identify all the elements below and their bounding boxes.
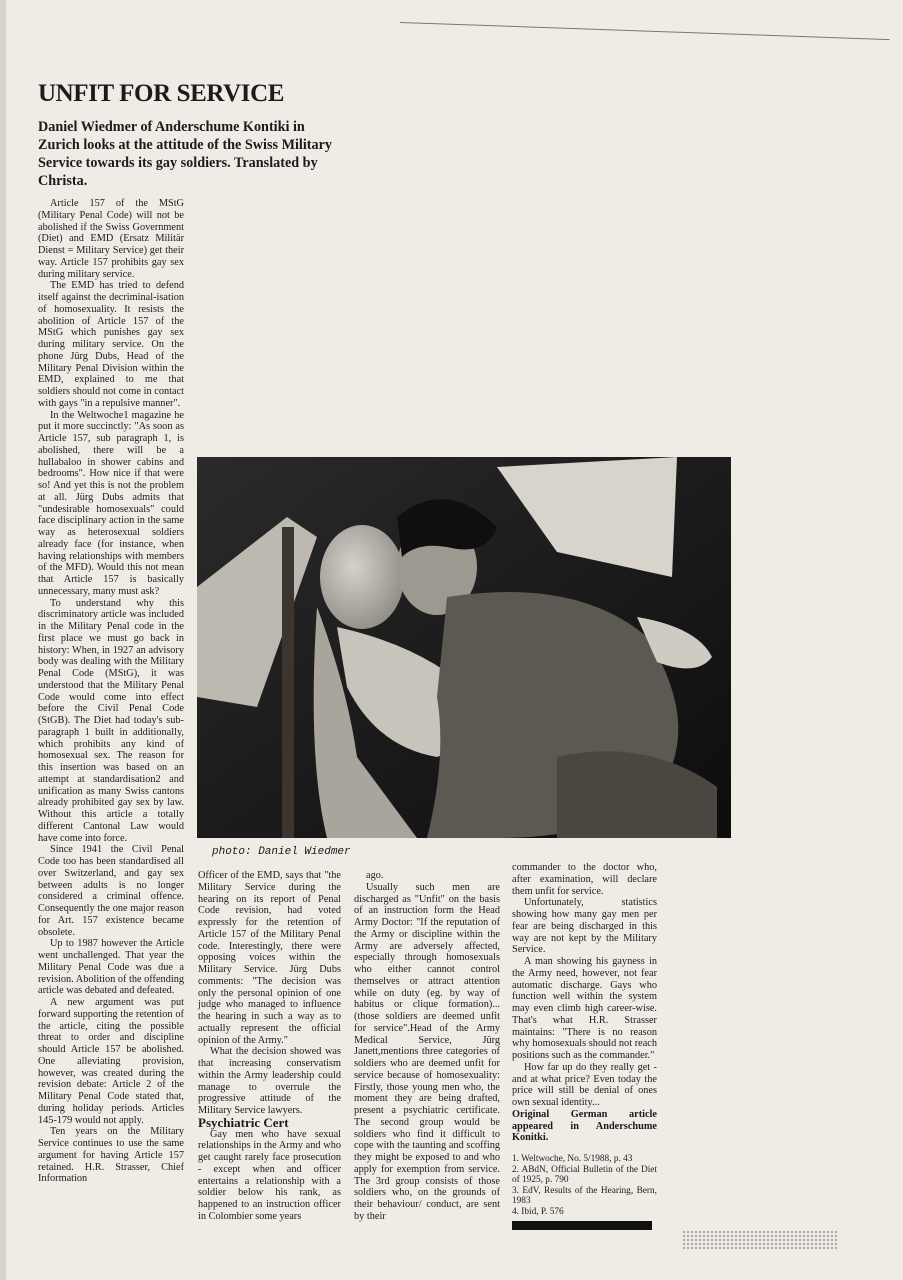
source-credit: Original German article appeared in Anderschume Konitki. bbox=[512, 1108, 657, 1144]
paragraph: The EMD has tried to defend itself against the decriminal-isation of homosexuality. It resists the abolition of Article 157 of the MStG which punishes gay sex during military service. On the phone Jürg Dubs, Head of the Military Penal Division within the EMD, explained to me that soldiers should not come in contact with gays "in a repulsive manner". bbox=[38, 280, 184, 409]
article-title: UNFIT FOR SERVICE bbox=[38, 80, 285, 107]
page-edge bbox=[0, 0, 6, 1280]
crease-line bbox=[400, 22, 890, 40]
paragraph: Article 157 of the MStG (Military Penal Code) will not be abolished if the Swiss Government (Diet) and EMD (Ersatz Militär Dienst = Military Service) get their way. Article 157 prohibits gay sex during military service. bbox=[38, 198, 184, 280]
paragraph: Unfortunately, statistics showing how many gay men per fear are being discharged in this way are not kept by the Military Service. bbox=[512, 897, 657, 956]
article-deck: Daniel Wiedmer of Anderschume Kontiki in Zurich looks at the attitude of the Swiss Military Service towards its gay soldiers. Translated by Christa. bbox=[38, 119, 332, 189]
paragraph: A man showing his gayness in the Army need, however, not fear automatic discharge. Gays who function well within the system may even climb high career-wise. That's what H.R. Strasser maintains: "There is no reason why homosexuals should not reach positions such as the commander." bbox=[512, 956, 657, 1061]
paragraph: Usually such men are discharged as "Unfit" on the basis of an instruction form the Head Army Doctor: "If the reputation of the Army or discipline within the Army are adversely affected, especially through homosexuals who either cannot control themselves or attract attention while on duty (eg. by way of habitus or clique formation)...(those soldiers are deemed unfit for service".Head of the Army Medical Service, Jürg Janett,mentions three categories of soldiers who are deemed unfit for service because of homosexuality: Firstly, those young men who, the moment they are being drafted, present a psychiatric certificate. The second group would be soldiers who find it difficult to cope with the taunting and scoffing they might be exposed to and who apply for exemption from service. The 3rd group consists of those soldiers who, on the grounds of their behaviour/ conduct, are sent by their bbox=[354, 881, 500, 1222]
paragraph: How far up do they really get - and at what price? Even today the price will still be denial of ones own sexual identity... bbox=[512, 1061, 657, 1108]
paragraph: commander to the doctor who, after examination, will declare them unfit for service. bbox=[512, 862, 657, 897]
paragraph: Ten years on the Military Service continues to use the same argument for having Article 157 retained. H.R. Strasser, Chief Information bbox=[38, 1126, 184, 1185]
paragraph: Up to 1987 however the Article went unchallenged. That year the Military Penal Code was due a revision. Abolition of the offending article was debated and defeated. bbox=[38, 938, 184, 997]
end-bar bbox=[512, 1221, 652, 1230]
paragraph: ago. bbox=[366, 870, 384, 881]
paragraph: What the decision showed was that increasing conservatism within the Army leadership could manage to overrule the progressive attitude of the Military Service lawyers. bbox=[198, 1046, 341, 1116]
paragraph: Since 1941 the Civil Penal Code too has been standardised all over Switzerland, and gay sex between adults is no longer considered a criminal offence. Consequently the one major reason for Art. 157 existence became obsolete. bbox=[38, 844, 184, 938]
paragraph: A new argument was put forward supporting the retention of the article, citing the possible threat to order and discipline should Article 157 be abolished. One alleviating provision, however, was created during the revision debate: Article 2 of the Military Penal Code stated that, during holiday periods. Articles 145-179 would not apply. bbox=[38, 997, 184, 1126]
article-photo bbox=[197, 457, 731, 838]
column-4 bbox=[512, 862, 657, 1230]
column-1 bbox=[38, 198, 184, 1185]
photo-image bbox=[197, 457, 731, 838]
paragraph: Officer of the EMD, says that "the Military Service during the hearing on its report of Penal Code revision, had voted expressly for the retention of Article 157 of the Military Penal code. Interestingly, there were opposing voices within the Military Service. Jürg Dubs comments: "The decision was only the personal opinion of one judge who managed to influence the hearing in such a way as to actually represent the official opinion of the Army." bbox=[198, 870, 341, 1046]
column-3 bbox=[354, 870, 500, 1223]
paragraph: Gay men who have sexual relationships in the Army and who get caught rarely face prosecution - except when and officer entertains a relationship with a soldier below his rank, as happened to an instruction officer in Colombier some years bbox=[198, 1128, 341, 1222]
paragraph: To understand why this discriminatory article was included in the Military Penal code in the first place we must go back in history: When, in 1927 an advisory body was dealing with the Military Penal Code (MStG), it was understood that the Military Penal Code would come into effect before the Civil Penal Code (StGB). The Diet had today's sub-paragraph 1 built in additionally, which prohibits any kind of homosexual sex. The reason for this insertion was based on an attempt at standardisation2 and unification as many Swiss cantons already prohibited gay sex by law. Without this article a totally different Cantonal Law would have come into force. bbox=[38, 597, 184, 844]
halftone-strip bbox=[682, 1230, 837, 1250]
show-through-text bbox=[380, 90, 880, 450]
footnote: 3. EdV, Results of the Hearing, Bern, 1983 bbox=[512, 1185, 657, 1207]
footnote: 2. ABdN, Official Bulletin of the Diet of 1925, p. 790 bbox=[512, 1164, 657, 1186]
paragraph: In the Weltwoche1 magazine he put it more succinctly: "As soon as Article 157, sub paragraph 1, is abolished, there will be a hullabaloo in shower cabins and bedrooms". How nice if that were so! And yet this is not the problem at all. Jürg Dubs admits that "undesirable homosexuals" could face disciplinary action in the same way as heterosexual soldiers already face (for instance, when having relationships with members of the MFD). Would this not mean that Article 157 is basically unnecessary, many must ask? bbox=[38, 409, 184, 597]
column-2 bbox=[198, 870, 341, 1223]
section-subheading: Psychiatric Cert bbox=[198, 1114, 289, 1130]
photo-caption: photo: Daniel Wiedmer bbox=[212, 846, 351, 858]
footnote: 4. Ibid, P. 576 bbox=[512, 1206, 564, 1217]
footnote: 1. Weltwoche, No. 5/1988, p. 43 bbox=[512, 1154, 633, 1164]
footnotes bbox=[512, 1154, 657, 1218]
